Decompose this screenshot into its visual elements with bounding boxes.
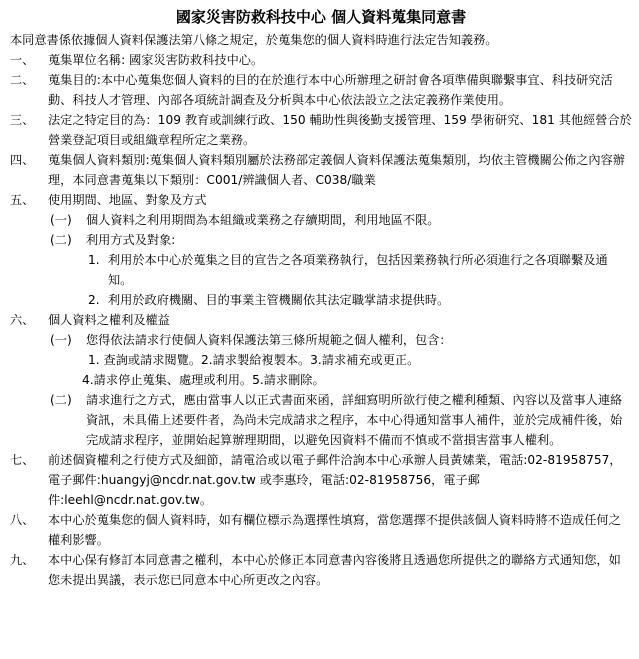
rights-list-line-2: 4.請求停止蒐集、處理或利用。5.請求刪除。 bbox=[82, 373, 325, 387]
sub-text: 個人資料之利用期間為本組織或業務之存續期間，利用地區不限。 bbox=[86, 213, 440, 227]
item-number: 二、 bbox=[10, 73, 35, 87]
item-6 bbox=[10, 310, 632, 330]
item-2 bbox=[10, 70, 632, 110]
sub-number: (二) bbox=[50, 393, 72, 407]
rights-list-line-1: 1. 查詢或請求閱覽。2.請求製給複製本。3.請求補充或更正。 bbox=[88, 353, 420, 367]
item-5 bbox=[10, 190, 632, 210]
item-number: 八、 bbox=[10, 513, 35, 527]
item-5-list-1 bbox=[10, 250, 632, 290]
item-5-sub-2 bbox=[10, 230, 632, 250]
list-number: 2. bbox=[88, 293, 100, 307]
list-text: 利用於本中心於蒐集之目的宣告之各項業務執行，包括因業務執行所必須進行之各項聯繫及通知。 bbox=[108, 253, 608, 287]
item-text: 法定之特定目的為：109 教育或訓練行政、150 輔助性與後勤支援管理、159 學術研究、181 其他經營合於營業登記項目或組織章程所定之業務。 bbox=[48, 113, 632, 147]
item-9 bbox=[10, 550, 632, 590]
item-6-sub-1 bbox=[10, 330, 632, 350]
item-text: 蒐集單位名稱: 國家災害防救科技中心。 bbox=[48, 53, 264, 67]
item-1 bbox=[10, 50, 632, 70]
consent-document bbox=[10, 6, 632, 590]
item-text: 前述個資權利之行使方式及細節，請電洽或以電子郵件洽詢本中心承辦人員黃嫊業，電話:02-81958757，電子郵件:huangyj@ncdr.nat.gov.tw 或李惠玲，電話:02-81958756，電子郵件:leehl@ncdr.nat.gov.tw。 bbox=[48, 453, 622, 507]
item-number: 六、 bbox=[10, 313, 35, 327]
item-text: 本中心於蒐集您的個人資料時，如有欄位標示為選擇性填寫，當您選擇不提供該個人資料時將不造成任何之權利影響。 bbox=[48, 513, 621, 547]
item-text: 本中心保有修訂本同意書之權利，本中心於修正本同意書內容後將且透過您所提供之的聯絡方式通知您，如您未提出異議，表示您已同意本中心所更改之內容。 bbox=[48, 553, 621, 587]
sub-number: (一) bbox=[50, 213, 72, 227]
list-number: 1. bbox=[88, 253, 100, 267]
sub-text: 您得依法請求行使個人資料保護法第三條所規範之個人權利，包含： bbox=[86, 333, 452, 347]
item-number: 三、 bbox=[10, 113, 35, 127]
item-text: 個人資料之權利及權益 bbox=[48, 313, 170, 327]
sub-number: (二) bbox=[50, 233, 72, 247]
item-number: 七、 bbox=[10, 453, 35, 467]
item-7 bbox=[10, 450, 632, 510]
sub-text: 請求進行之方式，應由當事人以正式書面來函，詳細寫明所欲行使之權利種類、內容以及當事人連絡資訊，未具備上述要件者，為尚未完成請求之程序，本中心得通知當事人補件，並於完成補件後，始完成請求程序，並開始起算辦理期間，以避免因資料不備而不慎或不當損害當事人權利。 bbox=[86, 393, 623, 447]
item-5-list-2 bbox=[10, 290, 632, 310]
item-5-sub-1 bbox=[10, 210, 632, 230]
item-number: 四、 bbox=[10, 153, 35, 167]
item-number: 五、 bbox=[10, 193, 35, 207]
item-text: 使用期間、地區、對象及方式 bbox=[48, 193, 207, 207]
item-number: 九、 bbox=[10, 553, 35, 567]
item-6-sub-2 bbox=[10, 390, 632, 450]
list-text: 利用於政府機關、目的事業主管機關依其法定職掌請求提供時。 bbox=[108, 293, 450, 307]
document-title: 國家災害防救科技中心 個人資料蒐集同意書 bbox=[175, 8, 467, 26]
item-number: 一、 bbox=[10, 53, 35, 67]
item-text: 蒐集個人資料類別:蒐集個人資料類別屬於法務部定義個人資料保護法蒐集類別，均依主管機關公佈之內容辦理，本同意書蒐集以下類別：C001/辨識個人者、C038/職業 bbox=[48, 153, 625, 187]
item-text: 蒐集目的:本中心蒐集您個人資料的目的在於進行本中心所辦理之研討會各項準備與聯繫事宜、科技研究活動、科技人才管理、內部各項統計調查及分析與本中心依法設立之法定義務作業使用。 bbox=[48, 73, 613, 107]
intro-paragraph: 本同意書係依據個人資料保護法第八條之規定，於蒐集您的個人資料時進行法定告知義務。 bbox=[10, 33, 498, 47]
sub-text: 利用方式及對象: bbox=[86, 233, 176, 247]
item-8 bbox=[10, 510, 632, 550]
sub-number: (一) bbox=[50, 333, 72, 347]
item-4 bbox=[10, 150, 632, 190]
item-3 bbox=[10, 110, 632, 150]
